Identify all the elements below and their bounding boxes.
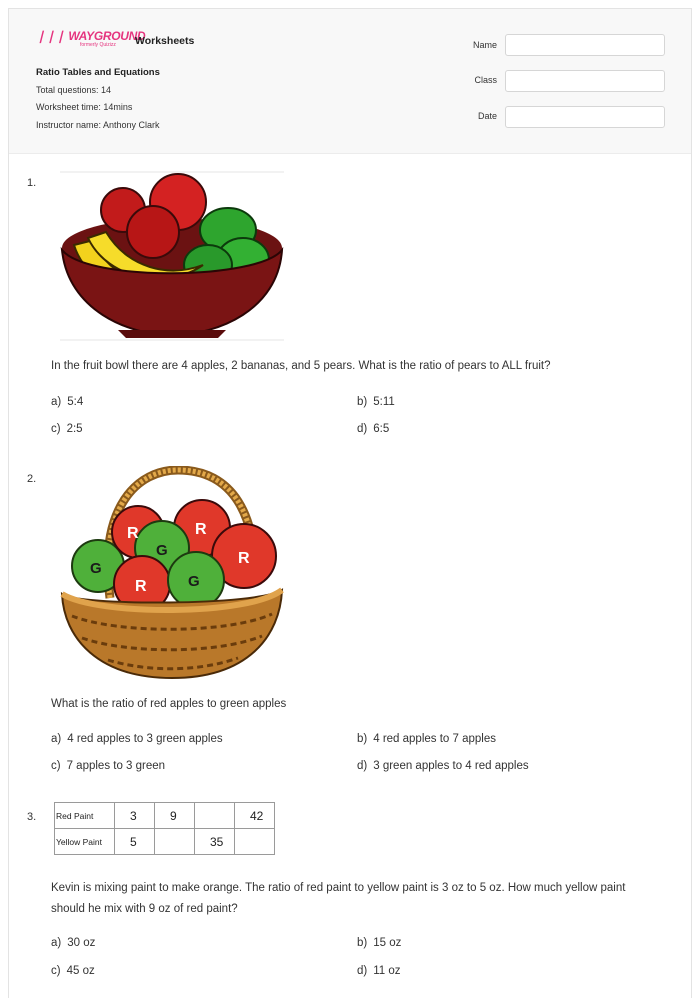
option-text: 4 red apples to 3 green apples: [67, 733, 223, 745]
apple-label: G: [188, 573, 200, 590]
option-text: 45 oz: [66, 965, 95, 977]
question-text: In the fruit bowl there are 4 apples, 2 bananas, and 5 pears. What is the ratio of pears to ALL fruit?: [51, 360, 551, 372]
option-text: 11 oz: [373, 965, 401, 977]
brand-sub: formerly Quizizz: [80, 42, 116, 48]
table-cell: 5: [115, 829, 155, 855]
question-text: Kevin is mixing paint to make orange. The ratio of red paint to yellow paint is 3 oz to 5 oz. How much yellow paint should he mix with 9 oz of red paint?: [51, 882, 626, 915]
apple-basket-image: [58, 466, 286, 682]
answer-option-d[interactable]: [357, 423, 389, 435]
answer-option-c[interactable]: [51, 965, 95, 977]
date-label: Date: [477, 111, 497, 121]
option-text: 3 green apples to 4 red apples: [373, 760, 529, 772]
table-row: [55, 803, 275, 829]
table-cell: [235, 829, 275, 855]
option-letter: a): [51, 937, 62, 949]
option-text: 5:11: [373, 396, 395, 408]
apple-label: G: [156, 542, 168, 559]
table-cell: 35: [195, 829, 235, 855]
table-row: [55, 829, 275, 855]
apple-label: R: [195, 521, 207, 538]
apple-label: G: [90, 560, 102, 577]
instructor-name: Instructor name: Anthony Clark: [36, 120, 160, 130]
paint-ratio-table: [54, 802, 275, 855]
question-text: What is the ratio of red apples to green apples: [51, 698, 287, 710]
answer-option-b[interactable]: [357, 396, 395, 408]
answer-option-d[interactable]: [357, 965, 401, 977]
answer-option-a[interactable]: [51, 733, 223, 745]
answer-option-a[interactable]: [51, 937, 95, 949]
name-label: Name: [472, 40, 497, 50]
option-text: 6:5: [373, 423, 390, 435]
row-label: Red Paint: [55, 803, 115, 829]
worksheet-title: Ratio Tables and Equations: [36, 67, 160, 78]
option-letter: c): [51, 965, 61, 977]
option-letter: a): [51, 733, 62, 745]
option-text: 7 apples to 3 green: [66, 760, 166, 772]
class-label: Class: [474, 75, 497, 85]
worksheet-header: [9, 9, 691, 154]
option-letter: d): [357, 760, 368, 772]
option-letter: d): [357, 965, 368, 977]
class-field[interactable]: [505, 70, 665, 92]
question-number: 2.: [27, 473, 37, 485]
answer-option-c[interactable]: [51, 760, 165, 772]
option-text: 4 red apples to 7 apples: [373, 733, 496, 745]
option-letter: a): [51, 396, 62, 408]
table-cell: [195, 803, 235, 829]
question-number: 1.: [27, 177, 37, 189]
apple-label: R: [127, 525, 139, 542]
option-letter: d): [357, 423, 368, 435]
brand-logo: [36, 29, 145, 48]
row-label: Yellow Paint: [55, 829, 115, 855]
option-letter: b): [357, 396, 368, 408]
name-field[interactable]: [505, 34, 665, 56]
brand-name: WAYGROUND: [68, 29, 146, 43]
fruit-bowl-image: [58, 170, 286, 342]
answer-option-b[interactable]: [357, 937, 401, 949]
table-cell: 9: [155, 803, 195, 829]
option-text: 2:5: [66, 423, 83, 435]
brand-title: Worksheets: [135, 35, 195, 47]
table-cell: 3: [115, 803, 155, 829]
answer-option-c[interactable]: [51, 423, 83, 435]
logo-mark-icon: ❘❘❘: [36, 29, 69, 43]
total-questions: Total questions: 14: [36, 85, 112, 95]
option-text: 5:4: [67, 396, 84, 408]
apple-label: R: [135, 578, 147, 595]
worksheet-time: Worksheet time: 14mins: [36, 102, 133, 112]
option-text: 30 oz: [67, 937, 96, 949]
option-text: 15 oz: [373, 937, 402, 949]
answer-option-a[interactable]: [51, 396, 83, 408]
answer-option-b[interactable]: [357, 733, 496, 745]
apple-label: R: [238, 550, 250, 567]
answer-option-d[interactable]: [357, 760, 529, 772]
option-letter: b): [357, 937, 368, 949]
table-cell: 42: [235, 803, 275, 829]
option-letter: b): [357, 733, 368, 745]
option-letter: c): [51, 423, 61, 435]
option-letter: c): [51, 760, 61, 772]
table-cell: [155, 829, 195, 855]
date-field[interactable]: [505, 106, 665, 128]
question-number: 3.: [27, 811, 37, 823]
